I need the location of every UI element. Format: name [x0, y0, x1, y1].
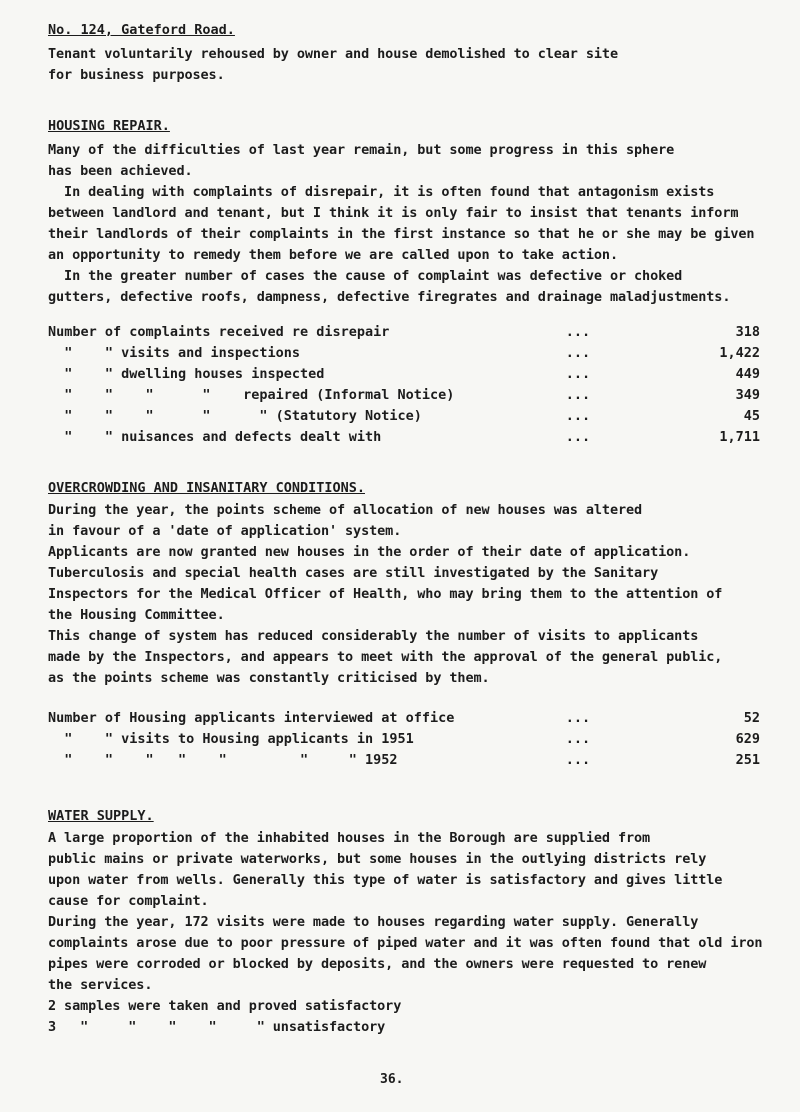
row-value: 45	[743, 408, 760, 424]
row-leader: ...	[565, 429, 591, 445]
row-value: 318	[735, 324, 760, 340]
row-value: 251	[735, 752, 760, 768]
row-value: 449	[735, 366, 760, 382]
table-row	[48, 385, 760, 406]
row-label: " " nuisances and defects dealt with	[48, 429, 382, 445]
row-leader: ...	[565, 387, 591, 403]
row-leader: ...	[565, 408, 591, 424]
row-leader: ...	[565, 366, 591, 382]
row-label: " " visits and inspections	[48, 345, 300, 361]
row-label: Number of complaints received re disrepair	[48, 324, 390, 340]
paragraph-line: their landlords of their complaints in the first instance so that he or she may be given	[48, 226, 755, 242]
intro-line: for business purposes.	[48, 67, 225, 83]
paragraph-line: upon water from wells. Generally this type of water is satisfactory and gives little	[48, 872, 723, 888]
section-heading: HOUSING REPAIR.	[48, 118, 170, 134]
paragraph-line: has been achieved.	[48, 163, 193, 179]
overcrowding-table	[48, 708, 760, 771]
row-value: 629	[735, 731, 760, 747]
section-heading: OVERCROWDING AND INSANITARY CONDITIONS.	[48, 480, 365, 496]
row-value: 349	[735, 387, 760, 403]
water-supply-text	[48, 828, 768, 1038]
row-label: " " " " repaired (Informal Notice)	[48, 387, 455, 403]
housing-repair-section	[48, 118, 768, 134]
overcrowding-section	[48, 480, 768, 496]
paragraph-line: During the year, 172 visits were made to houses regarding water supply. Generally	[48, 914, 699, 930]
row-label: " " dwelling houses inspected	[48, 366, 325, 382]
row-leader: ...	[565, 345, 591, 361]
water-supply-section	[48, 808, 768, 824]
row-leader: ...	[565, 324, 591, 340]
housing-repair-text	[48, 140, 768, 308]
paragraph-line: the services.	[48, 977, 153, 993]
row-label: " " visits to Housing applicants in 1951	[48, 731, 414, 747]
paragraph-line: A large proportion of the inhabited houses in the Borough are supplied from	[48, 830, 651, 846]
paragraph-line: Many of the difficulties of last year remain, but some progress in this sphere	[48, 142, 675, 158]
paragraph-line: 2 samples were taken and proved satisfactory	[48, 998, 402, 1014]
paragraph-line: an opportunity to remedy them before we are called upon to take action.	[48, 247, 618, 263]
row-label: " " " " " (Statutory Notice)	[48, 408, 422, 424]
table-row	[48, 322, 760, 343]
table-row	[48, 406, 760, 427]
paragraph-line: the Housing Committee.	[48, 607, 225, 623]
row-value: 1,422	[719, 345, 760, 361]
paragraph-line: Tuberculosis and special health cases are still investigated by the Sanitary	[48, 565, 659, 581]
row-value: 1,711	[719, 429, 760, 445]
section-heading: WATER SUPPLY.	[48, 808, 154, 824]
paragraph-line: During the year, the points scheme of allocation of new houses was altered	[48, 502, 643, 518]
housing-repair-table	[48, 322, 760, 448]
paragraph-line: in favour of a 'date of application' system.	[48, 523, 402, 539]
row-label: " " " " " " " 1952	[48, 752, 398, 768]
paragraph-line: between landlord and tenant, but I think it is only fair to insist that tenants inform	[48, 205, 739, 221]
row-leader: ...	[565, 731, 591, 747]
paragraph-line: This change of system has reduced considerably the number of visits to applicants	[48, 628, 699, 644]
table-row	[48, 750, 760, 771]
intro-paragraph	[48, 44, 768, 86]
paragraph-line: In the greater number of cases the cause of complaint was defective or choked	[48, 268, 683, 284]
paragraph-line: made by the Inspectors, and appears to meet with the approval of the general public,	[48, 649, 723, 665]
table-row	[48, 364, 760, 385]
paragraph-line: cause for complaint.	[48, 893, 209, 909]
row-leader: ...	[565, 710, 591, 726]
intro-line: Tenant voluntarily rehoused by owner and house demolished to clear site	[48, 46, 618, 62]
address-heading: No. 124, Gateford Road.	[48, 22, 235, 38]
table-row	[48, 343, 760, 364]
address-heading-block	[48, 22, 768, 38]
overcrowding-text	[48, 500, 768, 689]
page-number: 36.	[380, 1072, 404, 1087]
paragraph-line: Applicants are now granted new houses in the order of their date of application.	[48, 544, 691, 560]
row-label: Number of Housing applicants interviewed at office	[48, 710, 455, 726]
paragraph-line: complaints arose due to poor pressure of piped water and it was often found that old iron	[48, 935, 763, 951]
paragraph-line: gutters, defective roofs, dampness, defective firegrates and drainage maladjustments.	[48, 289, 731, 305]
table-row	[48, 729, 760, 750]
paragraph-line: public mains or private waterworks, but some houses in the outlying districts rely	[48, 851, 707, 867]
paragraph-line: 3 " " " " " unsatisfactory	[48, 1019, 386, 1035]
table-row	[48, 708, 760, 729]
paragraph-line: Inspectors for the Medical Officer of Health, who may bring them to the attention of	[48, 586, 723, 602]
row-value: 52	[743, 710, 760, 726]
paragraph-line: as the points scheme was constantly criticised by them.	[48, 670, 490, 686]
paragraph-line: pipes were corroded or blocked by deposits, and the owners were requested to renew	[48, 956, 707, 972]
row-leader: ...	[565, 752, 591, 768]
paragraph-line: In dealing with complaints of disrepair, it is often found that antagonism exists	[48, 184, 715, 200]
table-row	[48, 427, 760, 448]
